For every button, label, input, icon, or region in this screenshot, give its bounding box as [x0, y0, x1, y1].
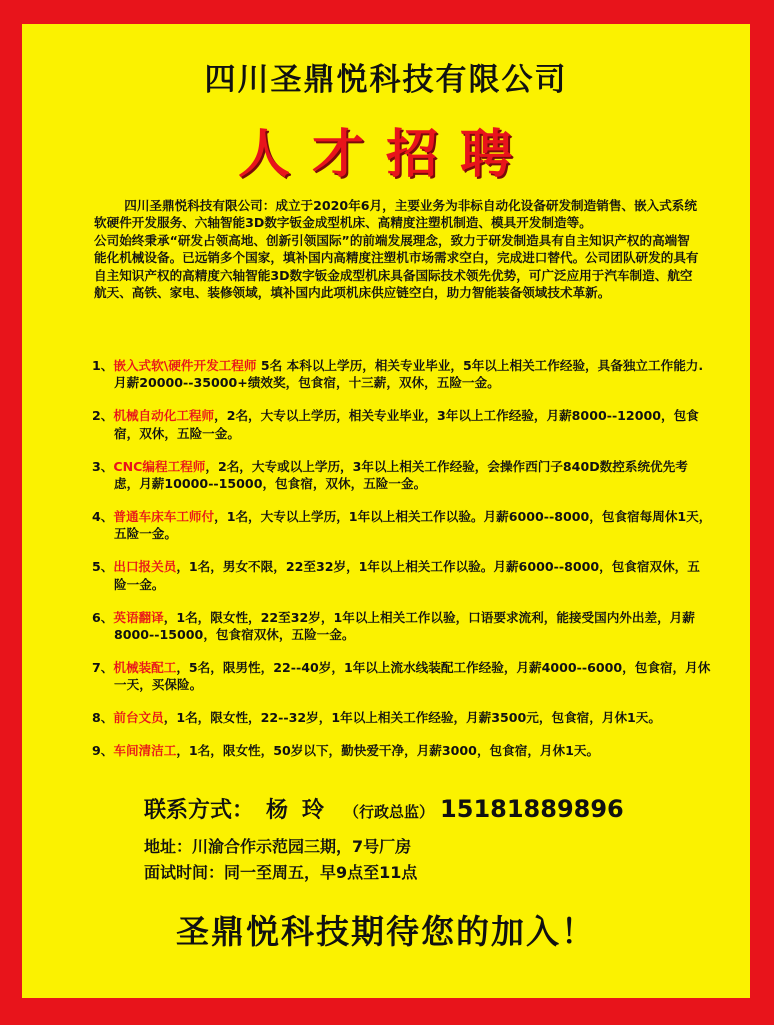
job-number: 3、	[92, 458, 114, 474]
contact-phone: 15181889896	[440, 795, 624, 823]
company-name: 四川圣鼎悦科技有限公司	[204, 62, 568, 98]
job-title: 英语翻译	[113, 609, 164, 625]
job-title: 普通车床车工师付	[113, 508, 215, 524]
job-description: ，2名，大专以上学历，相关专业毕业，3年以上工作经验，月薪8000--12000，包食宿，双休，五险一金。	[114, 408, 699, 441]
job-title: 机械自动化工程师	[113, 408, 215, 424]
job-item	[92, 609, 712, 644]
job-item	[92, 558, 712, 593]
contact-role: （行政总监）	[344, 803, 435, 821]
job-title: 机械装配工	[113, 659, 177, 675]
job-number: 5、	[92, 559, 114, 575]
job-description: ，1名，限女性，50岁以下，勤快爱干净，月薪3000，包食宿，月休1天。	[176, 743, 600, 759]
job-title: 嵌入式软\硬件开发工程师	[113, 358, 257, 373]
job-item	[92, 709, 712, 726]
job-number: 1、	[92, 358, 114, 373]
interview-time: 面试时间：同一至周五，早9点至11点	[144, 863, 418, 882]
job-description: ，2名，大专或以上学历，3年以上相关工作经验，会操作西门子840D数控系统优先考虑，月薪10000--15000，包食宿，双休，五险一金。	[114, 458, 688, 492]
recruitment-poster	[22, 24, 750, 998]
job-description: ，1名，大专以上学历，1年以上相关工作以验。月薪6000--8000，包食宿每周休1天，五险一金。	[114, 508, 712, 542]
job-number: 8、	[92, 710, 114, 726]
job-number: 2、	[92, 408, 114, 424]
slogan: 圣鼎悦科技期待您的加入！	[176, 912, 596, 951]
job-number: 9、	[92, 743, 114, 759]
company-intro	[94, 197, 700, 301]
job-number: 6、	[92, 609, 114, 625]
job-item	[92, 742, 712, 759]
intro-paragraph-1: 四川圣鼎悦科技有限公司：成立于2020年6月，主要业务为非标自动化设备研发制造销售、嵌入式系统软硬件开发服务、六轴智能3D数字钣金成型机床、高精度注塑机制造、模具开发制造等。	[94, 198, 697, 231]
contact-label: 联系方式：	[144, 798, 255, 823]
job-list	[92, 357, 712, 775]
job-item	[92, 357, 712, 392]
job-title: 车间清洁工	[113, 743, 177, 759]
job-title: 出口报关员	[113, 559, 177, 575]
job-description: 5名 本科以上学历，相关专业毕业，5年以上相关工作经验，具备独立工作能力.月薪20000--35000+绩效奖，包食宿，十三薪，双休，五险一金。	[114, 358, 704, 391]
job-description: ，5名，限男性，22--40岁，1年以上流水线装配工作经验，月薪4000--6000，包食宿，月休一天，买保险。	[114, 659, 711, 693]
job-item	[92, 407, 712, 442]
job-number: 4、	[92, 508, 114, 524]
contact-line	[144, 793, 624, 824]
job-description: ，1名，限女性，22--32岁，1年以上相关工作经验，月薪3500元，包食宿，月休1天。	[163, 710, 661, 726]
job-title: CNC编程工程师	[113, 458, 206, 474]
job-item	[92, 458, 712, 493]
job-item	[92, 508, 712, 543]
job-description: ，1名，限女性，22至32岁，1年以上相关工作以验，口语要求流利，能接受国内外出差，月薪8000--15000，包食宿双休，五险一金。	[114, 609, 695, 642]
headline: 人才招聘	[237, 125, 534, 185]
address: 地址：川渝合作示范园三期，7号厂房	[144, 837, 412, 856]
contact-name: 杨玲	[266, 798, 339, 823]
job-number: 7、	[92, 659, 114, 675]
job-description: ，1名，男女不限，22至32岁，1年以上相关工作以验。月薪6000--8000，包食宿双休，五险一金。	[114, 559, 700, 592]
job-item	[92, 659, 712, 694]
job-title: 前台文员	[113, 710, 164, 726]
intro-paragraph-2: 公司始终秉承“研发占领高地、创新引领国际”的前端发展理念，致力于研发制造具有自主知识产权的高端智能化机械设备。已远销多个国家，填补国内高精度注塑机市场需求空白，完成进口替代。公司团队研发的具有自主知识产权的高精度六轴智能3D数字钣金成型机床具备国际技术领先优势，可广泛应用于汽车制造、航空航天、高铁、家电、装修领域，填补国内此项机床供应链空白，助力智能装备领域技术革新。	[94, 232, 699, 301]
